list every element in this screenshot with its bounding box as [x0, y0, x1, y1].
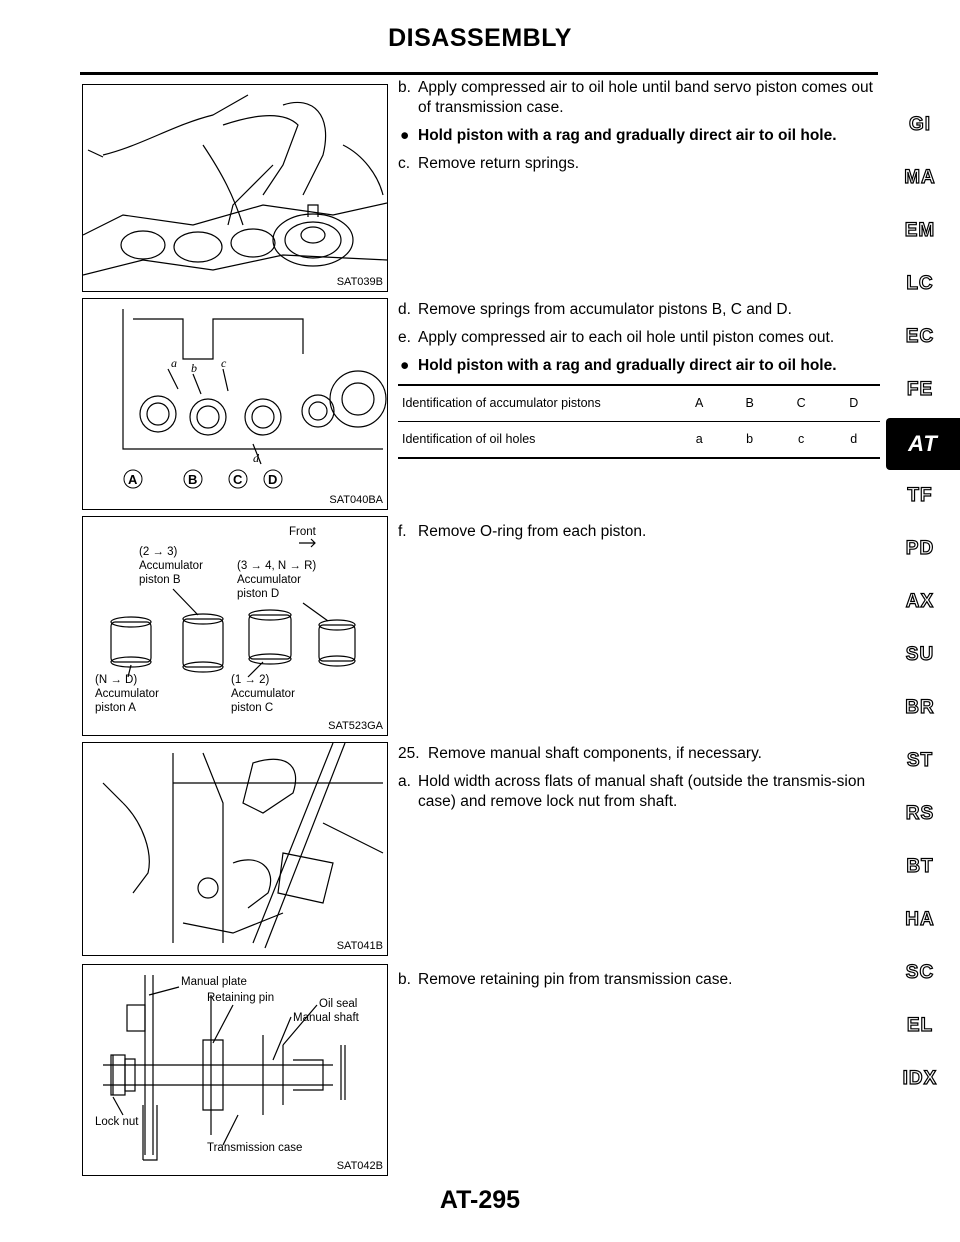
step-c — [398, 154, 880, 174]
piston-labels-illustration — [83, 517, 387, 735]
tab-gi[interactable]: GI — [908, 114, 932, 135]
label-b-line2: Accumulator — [139, 560, 203, 572]
tab-ax[interactable]: AX — [905, 591, 935, 612]
header-rule — [80, 72, 878, 75]
section-accumulator — [398, 300, 880, 459]
figure-code: SAT039B — [336, 276, 383, 288]
table-cell: D — [827, 385, 880, 422]
table-cell: Identification of accumulator pistons — [398, 385, 674, 422]
figure-code: SAT042B — [336, 1160, 383, 1172]
tab-idx[interactable]: IDX — [902, 1068, 938, 1089]
step-label: b. — [398, 971, 411, 988]
step-text: Remove retaining pin from transmission case. — [418, 971, 733, 988]
figure-accumulator-labels — [82, 516, 388, 736]
step-text: Hold width across flats of manual shaft (outside the transmis-sion case) and remove lock nut from shaft. — [418, 773, 866, 810]
table-cell: a — [695, 432, 703, 446]
front-label: Front — [289, 526, 316, 538]
tab-at[interactable]: AT — [886, 418, 960, 470]
figure-accumulator-pistons — [82, 298, 388, 510]
label-d-line3: piston D — [237, 588, 280, 600]
figure-manual-shaft — [82, 742, 388, 956]
tab-el[interactable]: EL — [906, 1015, 934, 1036]
step-text: Apply compressed air to oil hole until band servo piston comes out of transmission case. — [418, 79, 873, 116]
piston-letter-a: A — [128, 472, 138, 487]
figure-code: SAT523GA — [328, 720, 383, 732]
label-retaining-pin: Retaining pin — [207, 992, 275, 1004]
hole-letter-d: d — [253, 451, 259, 465]
accumulator-illustration — [83, 299, 387, 509]
hole-letter-b: b — [191, 361, 197, 375]
table-row — [398, 385, 880, 422]
tab-ec[interactable]: EC — [905, 326, 935, 347]
piston-letter-c: C — [233, 472, 243, 487]
tab-tf[interactable]: TF — [907, 485, 933, 506]
step-label: c. — [398, 155, 411, 172]
label-manual-plate: Manual plate — [181, 976, 247, 988]
caution-note — [398, 126, 880, 146]
step-text: Remove manual shaft components, if necessary. — [428, 745, 762, 762]
step-e — [398, 328, 880, 348]
tab-fe[interactable]: FE — [906, 379, 934, 400]
tab-sc[interactable]: SC — [905, 962, 935, 983]
step-label: b. — [398, 79, 411, 96]
step-label: d. — [398, 301, 411, 318]
table-cell: c — [798, 432, 805, 446]
step-25 — [398, 744, 880, 764]
table-cell: Identification of oil holes — [402, 432, 536, 446]
identification-table — [398, 384, 880, 459]
retaining-pin-diagram — [83, 965, 387, 1175]
label-b-line1: (2 → 3) — [139, 546, 178, 558]
band-servo-illustration — [83, 85, 387, 291]
figure-code: SAT040BA — [329, 494, 383, 506]
tab-em[interactable]: EM — [904, 220, 936, 241]
table-cell: A — [674, 385, 724, 422]
note-text: Hold piston with a rag and gradually direct air to oil hole. — [418, 127, 837, 144]
section-o-ring — [398, 522, 880, 550]
figure-retaining-pin — [82, 964, 388, 1176]
tab-pd[interactable]: PD — [905, 538, 935, 559]
step-text: Remove O-ring from each piston. — [418, 523, 647, 540]
manual-shaft-illustration — [83, 743, 387, 955]
table-row — [398, 422, 880, 459]
piston-letter-d: D — [268, 472, 278, 487]
caution-note — [398, 356, 880, 376]
table-cell: d — [850, 432, 858, 446]
table-cell: B — [724, 385, 774, 422]
label-manual-shaft: Manual shaft — [293, 1012, 359, 1024]
tab-ma[interactable]: MA — [904, 167, 936, 188]
tab-br[interactable]: BR — [905, 697, 935, 718]
piston-letter-b: B — [188, 472, 198, 487]
label-c-line1: (1 → 2) — [231, 674, 270, 686]
tab-st[interactable]: ST — [906, 750, 934, 771]
step-d — [398, 300, 880, 320]
label-transmission-case: Transmission case — [207, 1142, 303, 1154]
step-a — [398, 772, 880, 812]
label-b-line3: piston B — [139, 574, 181, 586]
tab-bt[interactable]: BT — [906, 856, 934, 877]
step-label: e. — [398, 329, 411, 346]
bullet-icon: ● — [400, 357, 410, 374]
page-number: AT-295 — [439, 1186, 521, 1214]
table-cell: b — [746, 432, 754, 446]
label-c-line3: piston C — [231, 702, 274, 714]
figure-code: SAT041B — [336, 940, 383, 952]
step-label: 25. — [398, 745, 420, 762]
hole-letter-a: a — [171, 356, 177, 370]
step-label: f. — [398, 523, 407, 540]
section-manual-shaft — [398, 744, 880, 820]
tab-ha[interactable]: HA — [905, 909, 935, 930]
step-b — [398, 78, 880, 118]
tab-su[interactable]: SU — [905, 644, 935, 665]
label-lock-nut: Lock nut — [95, 1116, 139, 1128]
step-text: Apply compressed air to each oil hole until piston comes out. — [418, 329, 835, 346]
step-text: Remove return springs. — [418, 155, 580, 172]
label-c-line2: Accumulator — [231, 688, 295, 700]
hole-letter-c: c — [221, 356, 227, 370]
label-d-line1: (3 → 4, N → R) — [237, 560, 317, 572]
table-cell: C — [775, 385, 828, 422]
label-oil-seal: Oil seal — [319, 998, 358, 1010]
page-title: DISASSEMBLY — [388, 24, 572, 52]
step-f — [398, 522, 880, 542]
section-band-servo — [398, 78, 880, 182]
section-retaining-pin — [398, 970, 880, 998]
label-a-line2: Accumulator — [95, 688, 159, 700]
label-a-line3: piston A — [95, 702, 136, 714]
step-text: Remove springs from accumulator pistons B, C and D. — [418, 301, 792, 318]
figure-band-servo — [82, 84, 388, 292]
step-b-retaining — [398, 970, 880, 990]
tab-rs[interactable]: RS — [905, 803, 935, 824]
label-a-line1: (N → D) — [95, 674, 138, 686]
tab-lc[interactable]: LC — [906, 273, 934, 294]
note-text: Hold piston with a rag and gradually direct air to oil hole. — [418, 357, 837, 374]
label-d-line2: Accumulator — [237, 574, 301, 586]
bullet-icon: ● — [400, 127, 410, 144]
step-label: a. — [398, 773, 411, 790]
